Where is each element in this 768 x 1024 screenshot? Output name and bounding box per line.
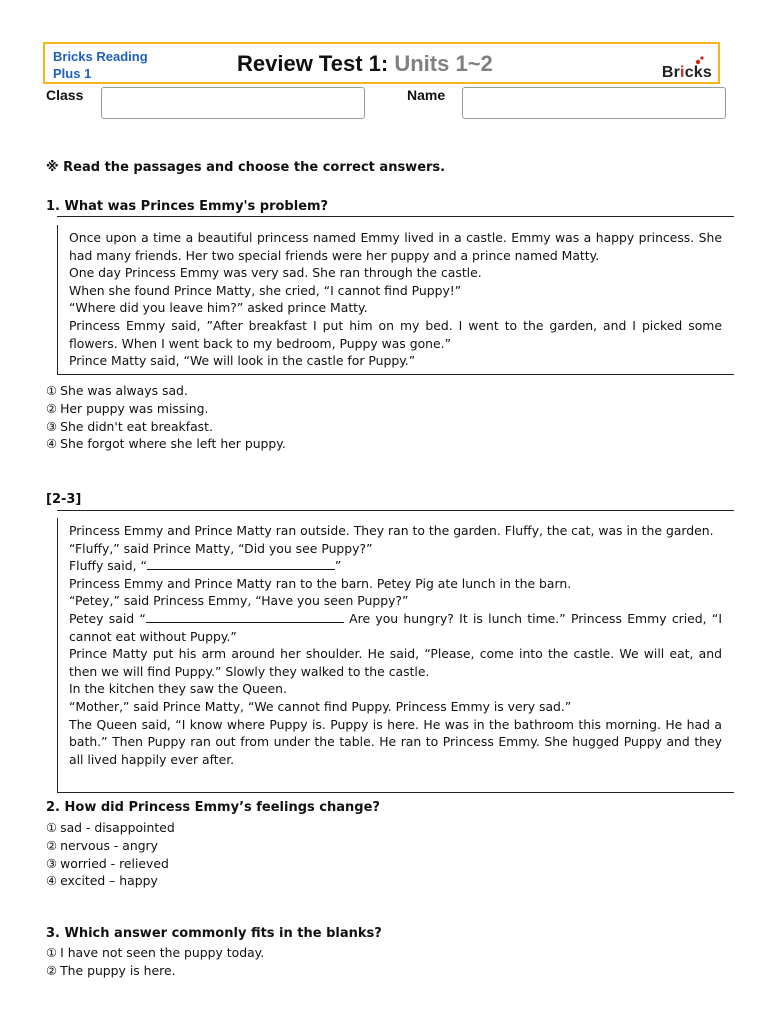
name-label: Name	[407, 87, 446, 103]
choice-item[interactable]	[46, 418, 286, 436]
choice-item[interactable]	[46, 435, 286, 453]
passage-1-para: Prince Matty said, “We will look in the castle for Puppy.”	[69, 353, 416, 369]
choice-number: ②	[46, 837, 58, 853]
choice-text: Her puppy was missing.	[60, 400, 209, 416]
question-1-rule	[57, 216, 734, 217]
passage-2-para: Princess Emmy and Prince Matty ran to the barn. Petey Pig ate lunch in the barn.	[69, 575, 572, 591]
choice-item[interactable]	[46, 819, 175, 837]
logo-text-br: Br	[661, 64, 681, 81]
passage-2-para: “Mother,” said Prince Matty, “We cannot find Puppy. Princess Emmy is very sad.”	[69, 698, 572, 714]
passage-2-para: Prince Matty put his arm around her shoulder. He said, “Please, come into the castle. We will eat, and then we will find Puppy.” Slowly they walked to the castle.	[69, 646, 722, 679]
choice-text: The puppy is here.	[60, 962, 176, 978]
choice-text: worried - relieved	[60, 855, 169, 871]
logo-text-cks: cks	[684, 64, 712, 81]
choice-text: She didn't eat breakfast.	[60, 418, 213, 434]
choice-number: ②	[46, 962, 58, 978]
choice-text: nervous - angry	[60, 837, 158, 853]
blank-suffix: ”	[334, 558, 342, 574]
choice-number: ④	[46, 873, 58, 889]
question-3-title: 3. Which answer commonly fits in the blanks?	[46, 926, 382, 941]
title-main: Review Test 1:	[237, 51, 389, 76]
passage-1-para: One day Princess Emmy was very sad. She ran through the castle.	[69, 265, 482, 281]
passage-2-para: In the kitchen they saw the Queen.	[69, 681, 287, 697]
choice-number: ①	[46, 945, 58, 960]
choice-number: ①	[46, 383, 58, 398]
title-units: Units 1~2	[394, 51, 493, 76]
choice-text: She was always sad.	[60, 383, 188, 398]
choice-item[interactable]	[46, 837, 175, 855]
name-field[interactable]	[462, 87, 726, 119]
passage-2	[57, 518, 734, 793]
passage-1	[57, 225, 734, 375]
answer-blank	[147, 558, 335, 570]
passage-2-para	[69, 557, 722, 575]
logo-text-i: i	[680, 64, 685, 81]
passage-1-para: “Where did you leave him?” asked prince Matty.	[69, 300, 368, 316]
question-2-3-rule	[57, 510, 734, 511]
choice-number: ③	[46, 418, 58, 434]
choice-item[interactable]	[46, 400, 286, 418]
question-1-title: 1. What was Princes Emmy's problem?	[46, 199, 329, 214]
choice-item[interactable]	[46, 855, 175, 873]
passage-2-para: “Petey,” said Princess Emmy, “Have you seen Puppy?”	[69, 593, 409, 609]
instruction-text: ※ Read the passages and choose the correct answers.	[46, 160, 446, 175]
choice-text: excited – happy	[60, 873, 158, 889]
blank-prefix: Petey said “	[69, 610, 146, 626]
choice-text: sad - disappointed	[60, 820, 175, 835]
choice-text: I have not seen the puppy today.	[60, 945, 265, 960]
choice-number: ②	[46, 400, 58, 416]
question-1-choices	[46, 382, 286, 453]
passage-2-para	[69, 610, 722, 645]
passage-2-para: Princess Emmy and Prince Matty ran outside. They ran to the garden. Fluffy, the cat, was in the garden.	[69, 523, 714, 538]
passage-1-para: Princess Emmy said, ”After breakfast I put him on my bed. I went to the garden, and I picked some flowers. When I went back to my bedroom, Puppy was gone.”	[69, 317, 722, 351]
blank-suffix: Are you hungry? It is lunch time.” Princess Emmy cried, “I cannot eat without Puppy.”	[69, 610, 722, 644]
choice-item[interactable]	[46, 944, 264, 962]
brand-line-1: Bricks Reading	[53, 49, 148, 64]
question-2-3-title: [2-3]	[46, 492, 82, 507]
question-2-title: 2. How did Princess Emmy’s feelings change?	[46, 800, 380, 815]
passage-2-para: “Fluffy,” said Prince Matty, “Did you see Puppy?”	[69, 540, 373, 556]
choice-number: ①	[46, 820, 58, 835]
choice-text: She forgot where she left her puppy.	[60, 436, 286, 452]
page-title	[237, 51, 493, 77]
header-box	[43, 42, 720, 84]
logo-mark-icon	[695, 55, 705, 65]
answer-blank	[146, 611, 344, 623]
brand-line-2: Plus 1	[53, 66, 92, 81]
passage-2-para: The Queen said, “I know where Puppy is. Puppy is here. He was in the bathroom this morning. He had a bath.” Then Puppy ran out from under the table. He ran to Princess Emmy. She hugged Puppy and they all lived happily ever after.	[69, 716, 722, 767]
class-field[interactable]	[101, 87, 365, 119]
brand-label	[53, 48, 148, 82]
question-2-choices	[46, 819, 175, 890]
choice-number: ④	[46, 436, 58, 452]
choice-item[interactable]	[46, 872, 175, 890]
choice-item[interactable]	[46, 382, 286, 400]
choice-number: ③	[46, 855, 58, 871]
blank-prefix: Fluffy said, “	[69, 558, 147, 574]
bricks-logo	[662, 64, 712, 82]
passage-1-para: When she found Prince Matty, she cried, “I cannot find Puppy!”	[69, 282, 462, 298]
choice-item[interactable]	[46, 962, 264, 980]
passage-1-para: Once upon a time a beautiful princess named Emmy lived in a castle. Emmy was a happy princess. She had many friends. Her two special friends were her puppy and a prince named Matty.	[69, 230, 722, 263]
class-label: Class	[46, 87, 84, 103]
question-3-choices	[46, 944, 264, 980]
